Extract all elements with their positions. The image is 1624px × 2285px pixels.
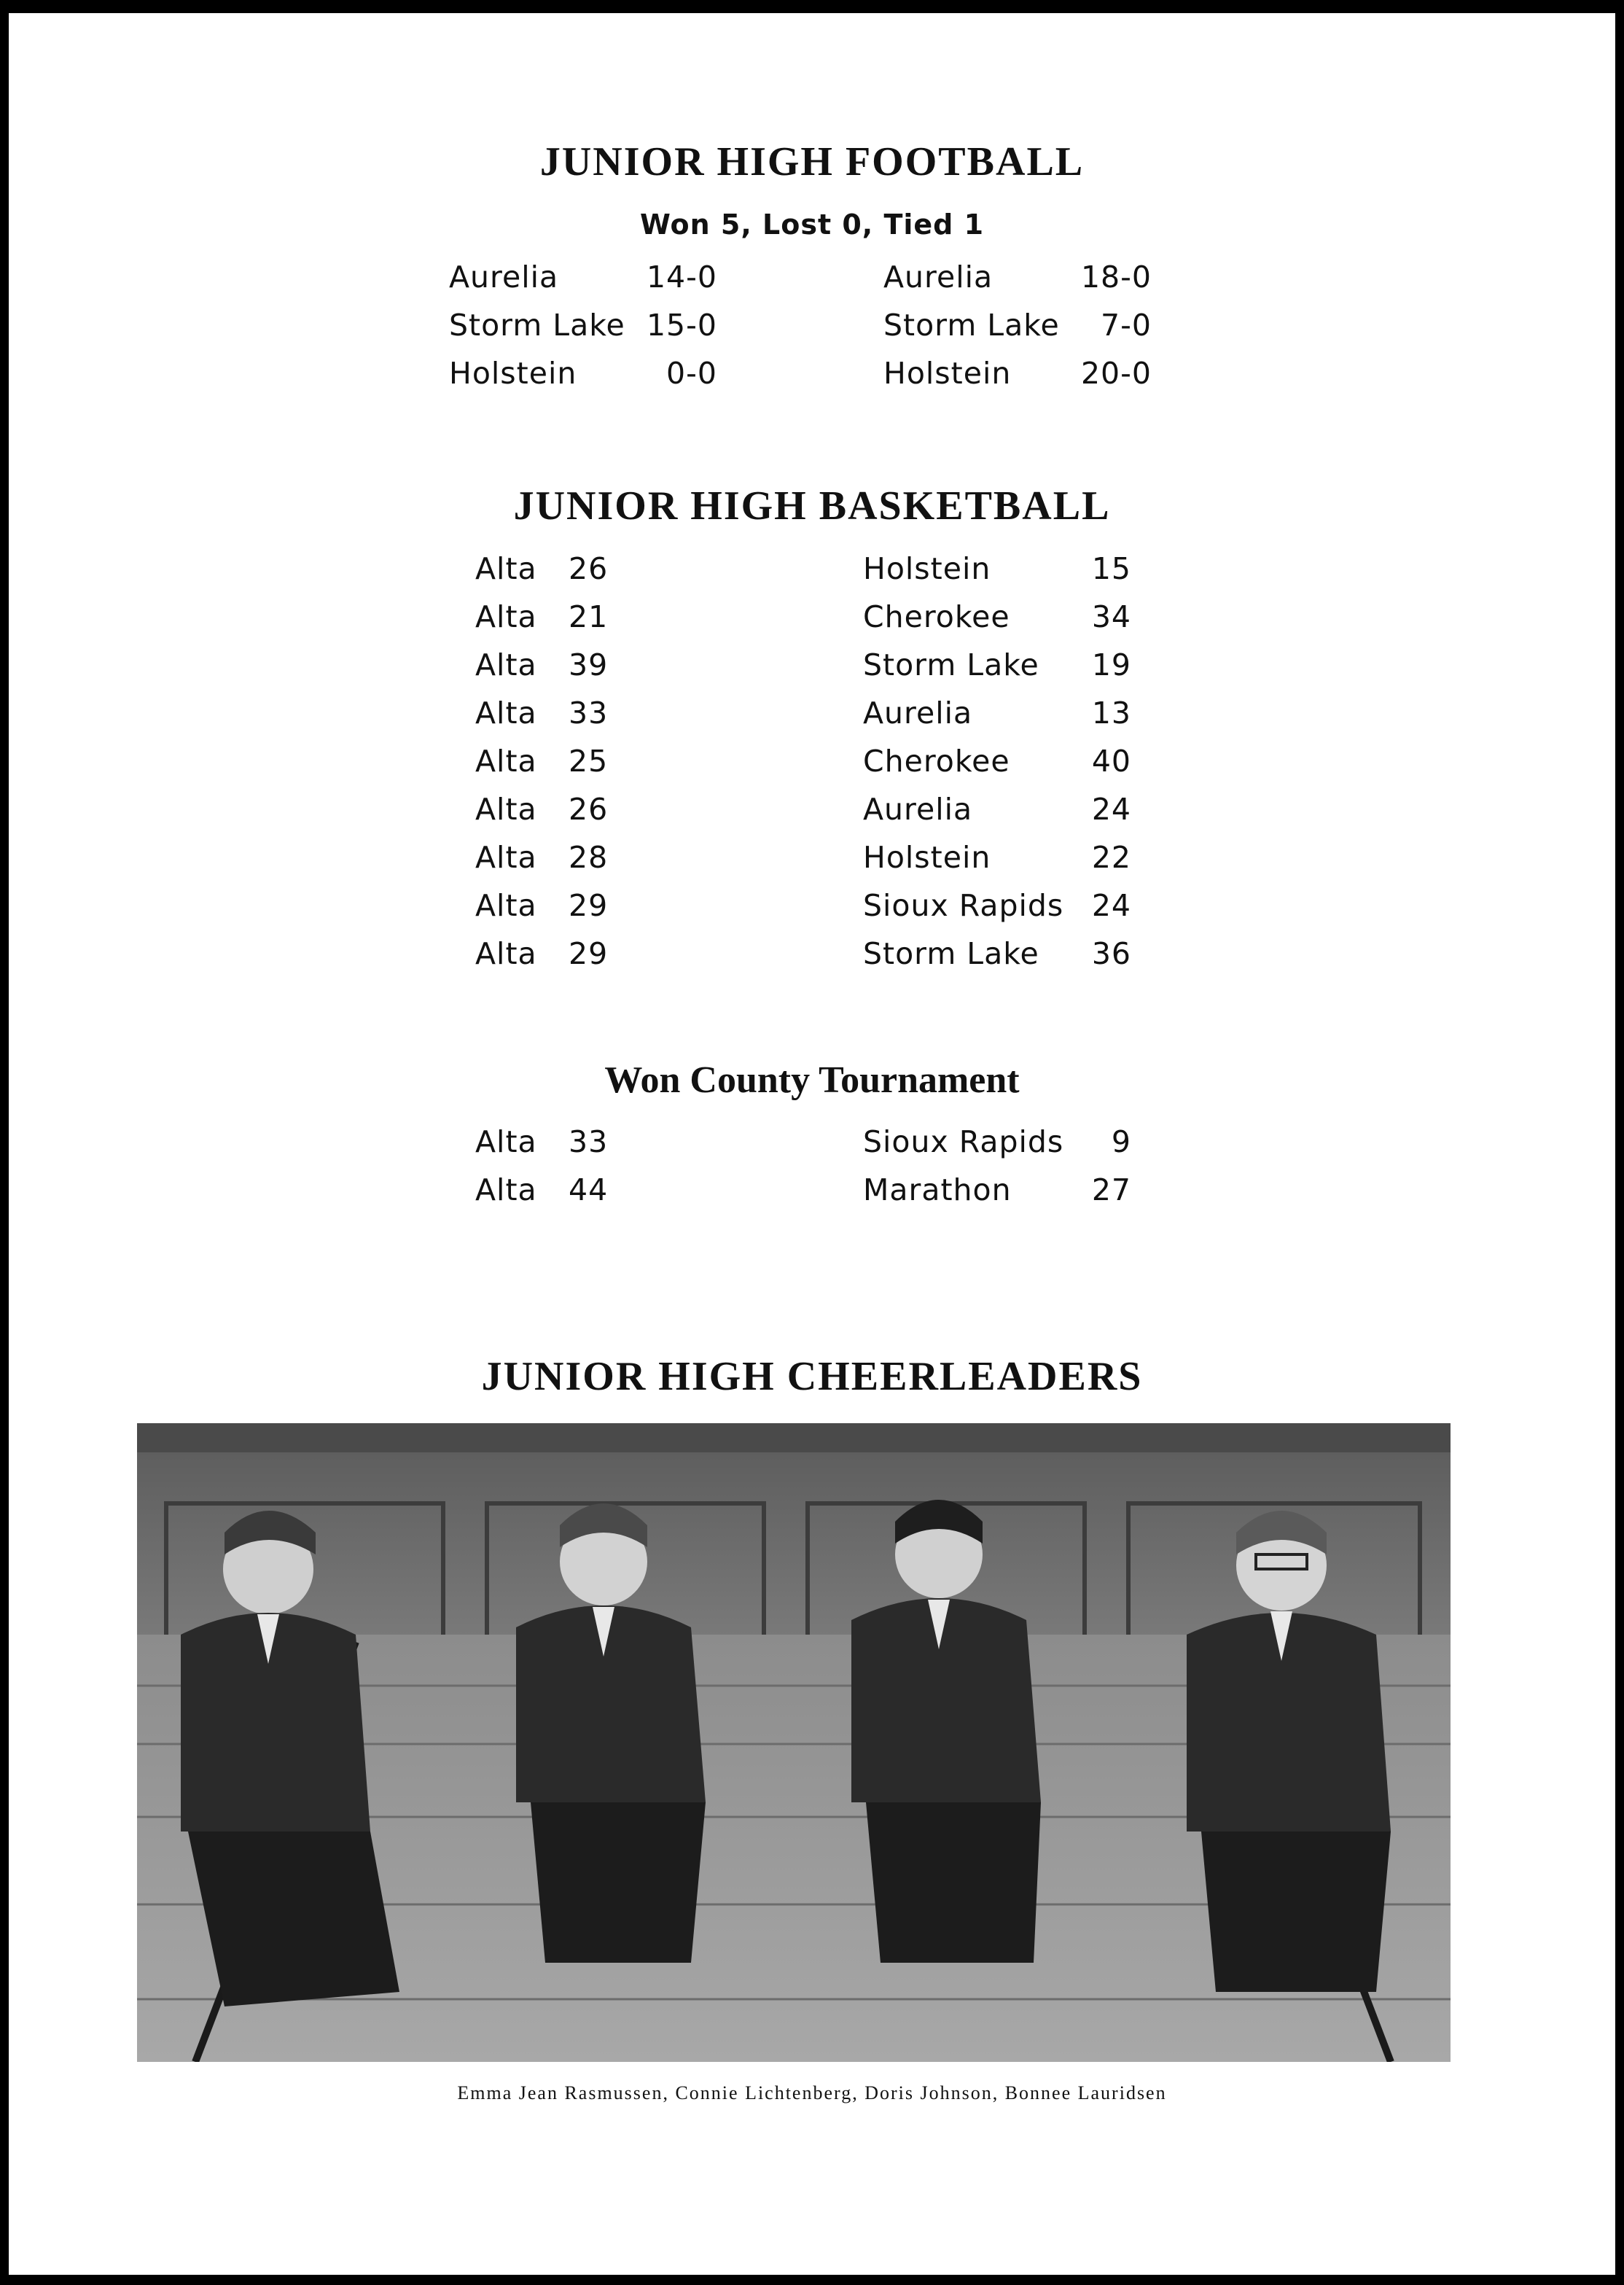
football-right-score: 18-0: [1080, 260, 1152, 295]
basketball-opponent-score: 13: [1091, 696, 1131, 731]
football-left-team: Aurelia: [449, 260, 559, 295]
basketball-opponent-score: 19: [1091, 647, 1131, 682]
tournament-opponent: Marathon: [863, 1172, 1012, 1207]
football-right-team: Storm Lake: [883, 308, 1060, 343]
basketball-home-score: 26: [569, 792, 609, 827]
basketball-opponent: Holstein: [863, 840, 991, 875]
basketball-home-team: Alta: [475, 744, 537, 779]
basketball-home-team: Alta: [475, 551, 537, 586]
basketball-opponent: Cherokee: [863, 599, 1010, 634]
football-left-score: 15-0: [646, 308, 717, 343]
football-left-team: Storm Lake: [449, 308, 625, 343]
basketball-home-score: 25: [569, 744, 609, 779]
football-record: Won 5, Lost 0, Tied 1: [639, 209, 985, 241]
tournament-home-team: Alta: [475, 1172, 537, 1207]
basketball-home-score: 28: [569, 840, 609, 875]
basketball-home-team: Alta: [475, 696, 537, 731]
basketball-opponent: Cherokee: [863, 744, 1010, 779]
basketball-opponent-score: 40: [1091, 744, 1131, 779]
basketball-opponent: Storm Lake: [863, 936, 1039, 971]
football-left-score: 14-0: [646, 260, 717, 295]
basketball-home-score: 29: [569, 936, 609, 971]
basketball-home-score: 21: [569, 599, 609, 634]
basketball-opponent: Holstein: [863, 551, 991, 586]
basketball-title: JUNIOR HIGH BASKETBALL: [513, 483, 1111, 529]
cheerleaders-photo: [137, 1423, 1451, 2062]
football-left-team: Holstein: [449, 356, 577, 391]
tournament-home-team: Alta: [475, 1124, 537, 1159]
basketball-opponent-score: 36: [1091, 936, 1131, 971]
football-right-team: Holstein: [883, 356, 1012, 391]
football-right-score: 20-0: [1080, 356, 1152, 391]
football-right-team: Aurelia: [883, 260, 993, 295]
tournament-opponent: Sioux Rapids: [863, 1124, 1064, 1159]
basketball-home-team: Alta: [475, 599, 537, 634]
basketball-home-score: 26: [569, 551, 609, 586]
tournament-opponent-score: 27: [1091, 1172, 1131, 1207]
basketball-opponent: Aurelia: [863, 792, 973, 827]
cheerleaders-title: JUNIOR HIGH CHEERLEADERS: [481, 1354, 1143, 1399]
football-title: JUNIOR HIGH FOOTBALL: [539, 139, 1085, 184]
basketball-home-score: 29: [569, 888, 609, 923]
yearbook-page: [9, 13, 1615, 2275]
tournament-title: Won County Tournament: [604, 1059, 1020, 1101]
basketball-opponent-score: 34: [1091, 599, 1131, 634]
football-left-score: 0-0: [666, 356, 717, 391]
basketball-home-team: Alta: [475, 888, 537, 923]
basketball-opponent-score: 15: [1091, 551, 1131, 586]
basketball-opponent-score: 24: [1091, 888, 1131, 923]
basketball-opponent-score: 24: [1091, 792, 1131, 827]
basketball-home-team: Alta: [475, 936, 537, 971]
basketball-home-team: Alta: [475, 792, 537, 827]
tournament-home-score: 33: [569, 1124, 609, 1159]
tournament-opponent-score: 9: [1111, 1124, 1131, 1159]
basketball-opponent: Aurelia: [863, 696, 973, 731]
basketball-home-team: Alta: [475, 840, 537, 875]
basketball-opponent: Storm Lake: [863, 647, 1039, 682]
basketball-home-score: 39: [569, 647, 609, 682]
basketball-opponent-score: 22: [1091, 840, 1131, 875]
basketball-home-score: 33: [569, 696, 609, 731]
cheerleaders-caption: Emma Jean Rasmussen, Connie Lichtenberg, Doris Johnson, Bonnee Lauridsen: [457, 2082, 1167, 2103]
tournament-home-score: 44: [569, 1172, 609, 1207]
football-right-score: 7-0: [1101, 308, 1152, 343]
basketball-home-team: Alta: [475, 647, 537, 682]
basketball-opponent: Sioux Rapids: [863, 888, 1064, 923]
